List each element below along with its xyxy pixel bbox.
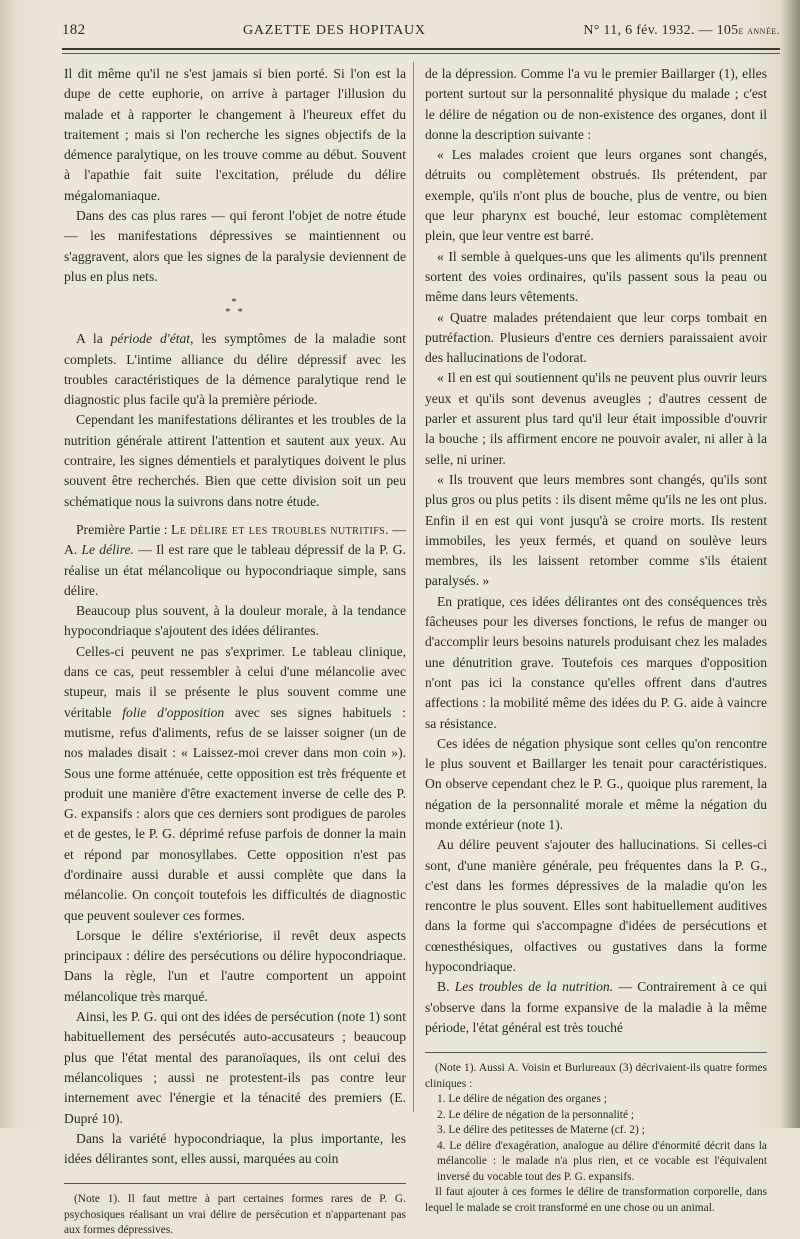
footnote	[64, 1192, 406, 1239]
left-column	[64, 64, 406, 1239]
footnote-list-item: 1. Le délire de négation des organes ;	[437, 1093, 607, 1106]
footnote-text: (Note 1). Il faut mettre à part certaines formes rares de P. G. psychosiques réalisant un vrai délire de persécution et n'appartenant pas aux formes dépressives.	[64, 1193, 406, 1237]
section-title: Le délire et les troubles nutritifs.	[170, 521, 389, 537]
paragraph: de la dépression. Comme l'a vu le premier Baillarger (1), elles portent surtout sur la personnalité physique du malade ; c'est le délire de négation ou de non-existence des organes, dont il donne la description suivante :	[425, 66, 767, 142]
issue-text: N° 11, 6 fév. 1932. — 105	[583, 23, 739, 38]
paragraph	[64, 642, 406, 926]
quote-paragraph: « Les malades croient que leurs organes sont changés, détruits ou complètement obstrués. Ils prétendent, par exemple, qu'ils n'ont plus de bouche, plus de ventre, ou bien que leur pharynx est bouché, leur estomac complètement plein, que leur ventre est barré.	[425, 147, 767, 244]
paragraph	[425, 977, 767, 1038]
section-asterism	[64, 297, 406, 317]
quote-paragraph: « Il en est qui soutiennent qu'ils ne peuvent plus ouvrir leurs yeux et qu'ils sont devenus aveugles ; d'autres cessent de parler et assurent plus tard qu'il leur était impossible d'ouvrir la bouche ; ils affirment encore ne pouvoir avaler, ni aller à la selle, ni uriner.	[425, 370, 767, 467]
text-run: Celles-ci peuvent ne pas s'exprimer. Le tableau clinique, dans ce cas, peut ressembler à celui d'une mélancolie avec stupeur, mais il se présente le plus souvent comme une véritable	[64, 643, 406, 720]
quote-paragraph: « Quatre malades prétendaient que leur corps tombait en putréfaction. Plusieurs d'entre ces derniers paraissaient avoir des hallucinations de l'odorat.	[425, 309, 767, 366]
column-divider	[413, 62, 414, 1112]
paragraph: Dans des cas plus rares — qui feront l'objet de notre étude — les manifestations dépressives se maintiennent ou s'aggravent, alors que les signes de la paralysie deviennent de plus en plus nets.	[64, 208, 406, 284]
text-run: — A.	[64, 521, 406, 558]
paragraph: Il dit même qu'il ne s'est jamais si bien porté. Si l'on est la dupe de cette euphorie, on arrive à partager l'illusion du malade et à rapporter le changement à l'heureux effet du traitement ; mais si l'on recherche les signes objectifs de la démence paralytique, on les trouve comme au début. Souvent à l'apathie fait suite l'excitation, prélude du délire mégalomaniaque.	[64, 66, 406, 203]
subsection-title: Les troubles de la nutrition.	[454, 979, 614, 995]
text-run: B.	[437, 979, 455, 995]
footnote-rule	[425, 1052, 767, 1053]
footnote-list-item: 2. Le délire de négation de la personnalité ;	[437, 1108, 635, 1121]
paragraph: Beaucoup plus souvent, à la douleur morale, à la tendance hypocondriaque s'ajoutent des idées délirantes.	[64, 603, 406, 639]
text-run: — Il est rare que le tableau dépressif de la P. G. réalise un état mélancolique ou hypocondriaque simple, sans délire.	[64, 542, 406, 598]
paragraph: Ces idées de négation physique sont celles qu'on rencontre le plus souvent et Baillarger les tenait pour caractéristiques. On observe cependant chez le P. G., quoique plus rarement, la négation de la personnalité morale et même la négation du monde extérieur (note 1).	[425, 735, 767, 832]
asterism-top: *	[231, 296, 239, 309]
footnote-rule	[64, 1183, 406, 1184]
footnote-list-item: 4. Le délire d'exagération, analogue au délire d'énormité décrit dans la mélancolie : le malade n'a plus rien, et ce vocable est l'équivalent inversé du vocable tout des P. G. expansifs.	[437, 1139, 767, 1183]
emphasis: folie d'opposition	[122, 704, 225, 720]
footnote-intro: (Note 1). Aussi A. Voisin et Burlureaux (3) décrivaient-ils quatre formes cliniques :	[425, 1062, 767, 1090]
running-header	[62, 22, 780, 44]
journal-title: GAZETTE DES HOPITAUX	[242, 23, 426, 38]
asterism-bottom: * *	[225, 306, 245, 319]
subsection-title: Le délire.	[81, 542, 134, 558]
header-rule-thin	[62, 53, 780, 54]
paragraph: Lorsque le délire s'extériorise, il revêt deux aspects principaux : délire des persécutions ou délire hypocondriaque. Dans la règle, l'un et l'autre comportent un appoint mélancolique très marqué.	[64, 927, 406, 1004]
section-heading-paragraph	[64, 520, 406, 601]
quote-paragraph: « Ils trouvent que leurs membres sont changés, qu'ils sont plus gros ou plus petits : ils disent même qu'ils ne les ont plus. Enfin il en est qui vont jusqu'à se croire morts. Ils restent immobiles, les yeux fermés, et quand on soulève leurs membres, ils les laissent retomber comme s'ils étaient paralysés. »	[425, 471, 767, 589]
text-run: — Contrairement à ce qui s'observe dans la forme expansive de la maladie à la même période, l'état général est très touché	[425, 979, 767, 1035]
right-column	[425, 64, 767, 1216]
text-run: A la	[76, 331, 111, 347]
footnote-list-item: 3. Le délire des petitesses de Materne (cf. 2) ;	[437, 1124, 645, 1137]
text-run: Première Partie :	[76, 521, 171, 537]
paragraph: Cependant les manifestations délirantes et les troubles de la nutrition générale attirent l'attention et sautent aux yeux. Au contraire, les signes démentiels et paralytiques doivent le plus souvent être recherchés. Bien que cette division soit un peu schématique nous la suivrons dans notre étude.	[64, 412, 406, 509]
paragraph	[64, 329, 406, 410]
paragraph: Dans la variété hypocondriaque, la plus importante, les idées délirantes sont, elles aussi, marquées au coin	[64, 1130, 406, 1167]
footnote-list	[425, 1092, 767, 1185]
footnote-text: Il faut ajouter à ces formes le délire de transformation corporelle, dans lequel le malade se croit transformé en une chose ou un animal.	[425, 1186, 767, 1214]
text-run: , les symptômes de la maladie sont complets. L'intime alliance du délire dépressif avec les troubles caractéristiques de la démence paralytique rend le diagnostic plus facile qu'à la première période.	[64, 331, 406, 408]
issue-suffix: e année.	[738, 25, 780, 37]
issue-info	[583, 23, 780, 39]
paragraph: En pratique, ces idées délirantes ont des conséquences très fâcheuses pour les diverses fonctions, le refus de manger ou d'accomplir leurs besoins naturels produisant chez les malades une dénutrition grave. Toutefois ces marques d'opposition n'ont pas ici la constance qu'elles offrent dans d'autres affections : la mobilité même des idées du P. G. aide à vaincre sa résistance.	[425, 593, 767, 731]
quote-paragraph: « Il semble à quelques-uns que les aliments qu'ils prennent sortent des voies ordinaires, qu'ils passent sous la peau ou même dans leurs vêtements.	[425, 248, 767, 305]
page-number: 182	[62, 22, 86, 38]
paragraph: Au délire peuvent s'ajouter des hallucinations. Si celles-ci sont, d'une manière générale, peu fréquentes dans la P. G., c'est dans les formes dépressives de la maladie qu'on les rencontre le plus souvent. Elles sont habituellement auditives dans la forme qui s'accompagne d'idées de persécutions et cœnesthésiques, olfactives ou gustatives dans la forme hypocondriaque.	[425, 837, 767, 975]
header-rule	[62, 48, 780, 50]
footnote	[425, 1061, 767, 1216]
paragraph: Ainsi, les P. G. qui ont des idées de persécution (note 1) sont habituellement des persécutés auto-accusateurs ; beaucoup plus que l'état mental des paranoïaques, ils ont celui des mélancoliques ; aussi ne protestent-ils pas contre leur internement avec l'énergie et la ténacité des premiers (E. Dupré 10).	[64, 1009, 406, 1126]
text-run: avec ses signes habituels : mutisme, refus d'aliments, refus de se laisser soigner (un de nos malades disait : « Laissez-moi crever dans mon coin »). Sous une forme atténuée, cette opposition est très fréquente et produit une manière d'être exactement inverse de celle des P. G. expansifs : alors que ces derniers sont prodigues de paroles et de gestes, le P. G. déprimé refuse parfois de donner la main et répond par monosyllabes. Cette opposition n'est pas d'ordinaire aussi durable et aussi complète que dans la mélancolie. On conçoit toutefois les difficultés de diagnostic que peuvent soulever ces formes.	[64, 704, 407, 923]
emphasis: période d'état	[110, 331, 191, 347]
